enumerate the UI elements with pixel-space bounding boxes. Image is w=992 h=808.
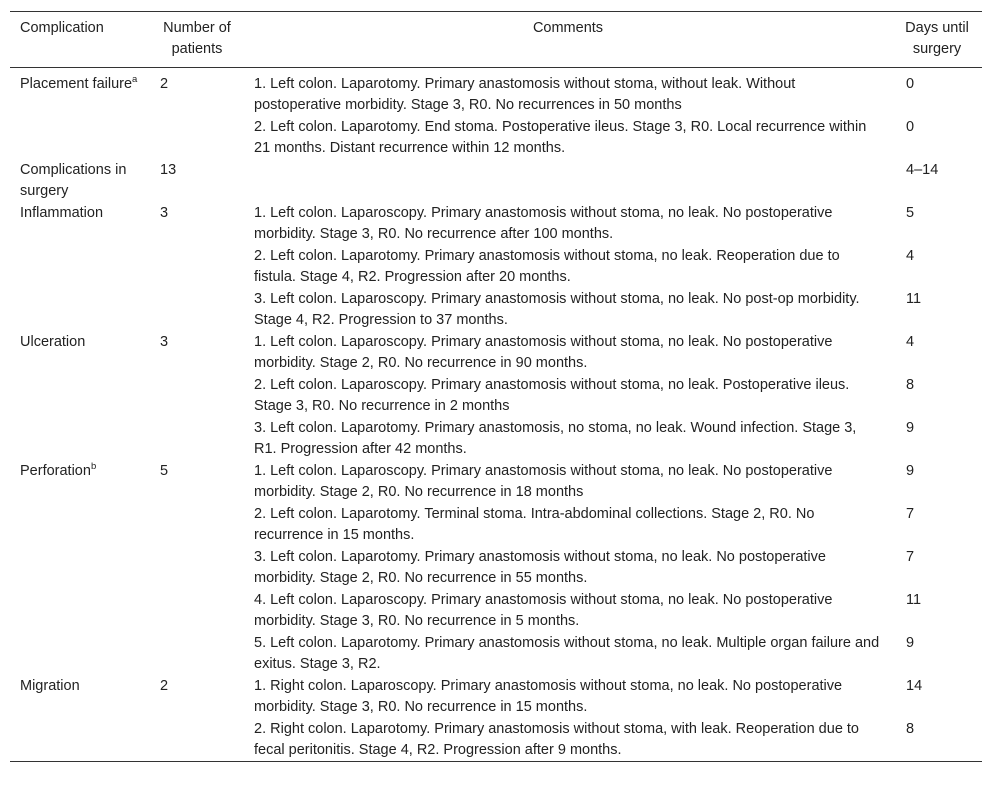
complication-cell xyxy=(10,68,150,160)
days-until-surgery-cell: 9 xyxy=(906,463,915,479)
comment-cell xyxy=(244,159,892,202)
comment-cell: 3. Left colon. Laparoscopy. Primary anastomosis without stoma, no leak. No post-op morbidity. Stage 4, R2. Progression to 37 months. xyxy=(254,291,860,328)
number-of-patients-cell: 13 xyxy=(160,162,177,178)
comment-cell: 2. Left colon. Laparoscopy. Primary anastomosis without stoma, no leak. Postoperative ileus. Stage 3, R0. No recurrence in 2 months xyxy=(254,377,850,414)
comment-cell: 1. Left colon. Laparoscopy. Primary anastomosis without stoma, no leak. No postoperative morbidity. Stage 2, R0. No recurrence in 90 months. xyxy=(254,334,833,371)
comment-cell: 1. Left colon. Laparoscopy. Primary anastomosis without stoma, no leak. No postoperative morbidity. Stage 2, R0. No recurrence in 18 months xyxy=(254,463,833,500)
complication-label: Complications in surgery xyxy=(20,162,127,199)
number-of-patients-cell: 2 xyxy=(160,678,169,694)
days-until-surgery-cell: 7 xyxy=(906,506,915,522)
number-of-patients-cell: 5 xyxy=(160,463,169,479)
number-of-patients-cell: 2 xyxy=(160,76,169,92)
comment-cell: 2. Left colon. Laparotomy. Primary anastomosis without stoma, no leak. Reoperation due to fistula. Stage 4, R2. Progression after 20 months. xyxy=(254,248,840,285)
days-until-surgery-cell: 4 xyxy=(906,334,915,350)
days-until-surgery-cell: 9 xyxy=(906,635,915,651)
header-number-of-patients: Number of patients xyxy=(163,20,231,57)
comment-cell: 5. Left colon. Laparotomy. Primary anastomosis without stoma, no leak. Multiple organ failure and exitus. Stage 3, R2. xyxy=(254,635,880,672)
footnote-marker: a xyxy=(132,74,138,86)
comment-cell: 2. Left colon. Laparotomy. End stoma. Postoperative ileus. Stage 3, R0. Local recurrence within 21 months. Distant recurrence within 12 months. xyxy=(254,119,867,156)
complication-cell xyxy=(10,460,150,675)
comment-cell: 1. Left colon. Laparoscopy. Primary anastomosis without stoma, no leak. No postoperative morbidity. Stage 3, R0. No recurrence after 100 months. xyxy=(254,205,833,242)
complication-label: Inflammation xyxy=(20,205,104,221)
days-until-surgery-cell: 8 xyxy=(906,377,915,393)
comment-cell: 3. Left colon. Laparotomy. Primary anastomosis without stoma, no leak. No postoperative morbidity. Stage 2, R0. No recurrence in 55 months. xyxy=(254,549,826,586)
table-row xyxy=(10,675,982,718)
days-until-surgery-cell: 0 xyxy=(906,76,915,92)
days-until-surgery-cell: 11 xyxy=(906,592,922,608)
header-complication: Complication xyxy=(20,20,104,36)
complication-label: Migration xyxy=(20,678,80,694)
complication-cell xyxy=(10,331,150,460)
number-of-patients-cell: 3 xyxy=(160,334,169,350)
days-until-surgery-cell: 11 xyxy=(906,291,922,307)
comment-cell: 1. Right colon. Laparoscopy. Primary anastomosis without stoma, no leak. No postoperative morbidity. Stage 3, R0. No recurrence in 15 months. xyxy=(254,678,843,715)
complication-label: Ulceration xyxy=(20,334,86,350)
table-row xyxy=(10,68,982,117)
days-until-surgery-cell: 4 xyxy=(906,248,915,264)
table-row xyxy=(10,202,982,245)
complication-cell xyxy=(10,159,150,202)
days-until-surgery-cell: 9 xyxy=(906,420,915,436)
days-until-surgery-cell: 4–14 xyxy=(906,162,939,178)
complication-cell xyxy=(10,675,150,762)
complications-table xyxy=(10,11,982,762)
days-until-surgery-cell: 0 xyxy=(906,119,915,135)
header-days-until-surgery: Days until surgery xyxy=(905,20,969,57)
days-until-surgery-cell: 14 xyxy=(906,678,923,694)
complication-label: Placement failure xyxy=(20,76,133,92)
comment-cell: 1. Left colon. Laparotomy. Primary anastomosis without stoma, without leak. Without postoperative morbidity. Stage 3, R0. No recurrences in 50 months xyxy=(254,76,796,113)
table-body xyxy=(10,68,982,762)
comment-cell: 3. Left colon. Laparotomy. Primary anastomosis, no stoma, no leak. Wound infection. Stage 3, R1. Progression after 42 months. xyxy=(254,420,857,457)
header-comments: Comments xyxy=(532,20,604,36)
days-until-surgery-cell: 8 xyxy=(906,721,915,737)
complication-label: Perforation xyxy=(20,463,91,479)
footnote-marker: b xyxy=(90,461,97,473)
comment-cell: 2. Left colon. Laparotomy. Terminal stoma. Intra-abdominal collections. Stage 2, R0. No recurrence in 15 months. xyxy=(254,506,815,543)
complication-cell xyxy=(10,202,150,331)
comment-cell: 2. Right colon. Laparotomy. Primary anastomosis without stoma, with leak. Reoperation due to fecal peritonitis. Stage 4, R2. Progression after 9 months. xyxy=(254,721,859,758)
days-until-surgery-cell: 5 xyxy=(906,205,915,221)
table-row xyxy=(10,460,982,503)
comment-cell: 4. Left colon. Laparoscopy. Primary anastomosis without stoma, no leak. No postoperative morbidity. Stage 3, R0. No recurrence in 5 months. xyxy=(254,592,833,629)
table-row xyxy=(10,331,982,374)
header-row xyxy=(10,12,982,68)
table-row xyxy=(10,159,982,202)
number-of-patients-cell: 3 xyxy=(160,205,169,221)
days-until-surgery-cell: 7 xyxy=(906,549,915,565)
